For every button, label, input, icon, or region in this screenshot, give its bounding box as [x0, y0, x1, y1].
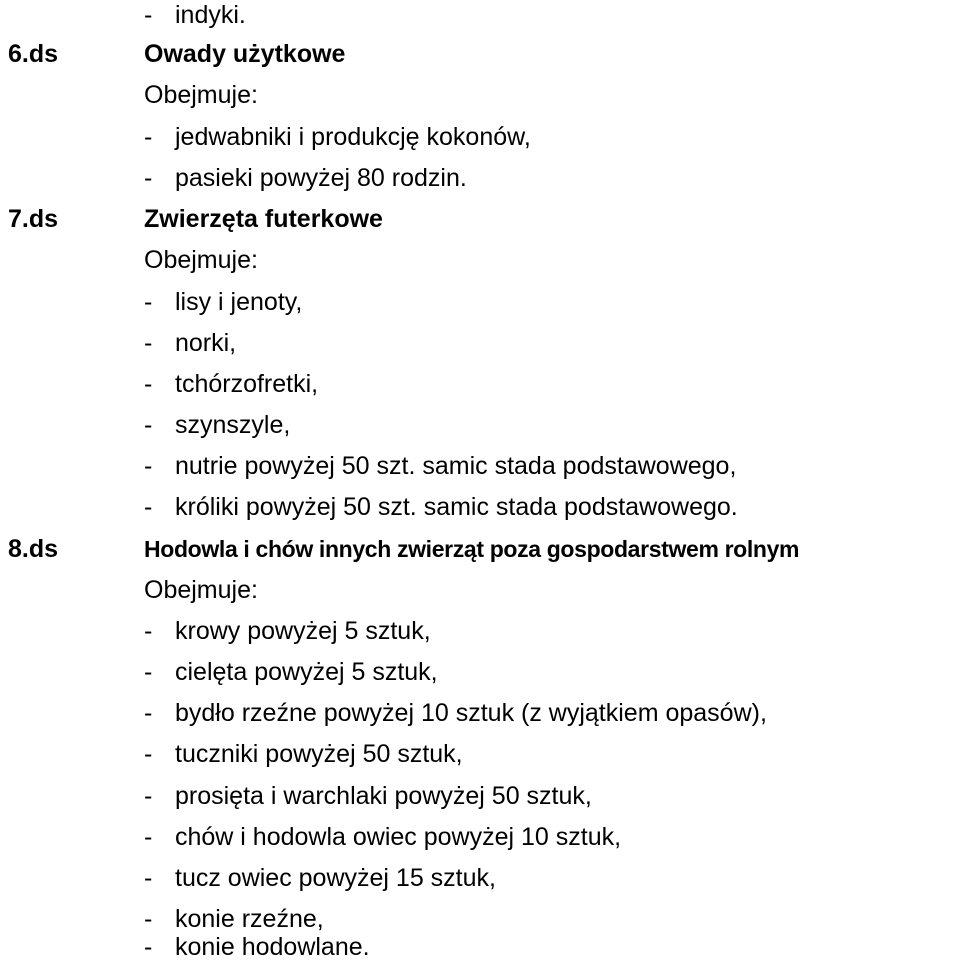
list-item	[0, 693, 960, 734]
list-item-text: bydło rzeźne powyżej 10 sztuk (z wyjątkiem opasów),	[175, 699, 767, 727]
list-dash: -	[144, 782, 153, 810]
includes-label-text: Obejmuje:	[144, 246, 258, 274]
list-dash: -	[144, 699, 153, 727]
list-item-text: indyki.	[175, 1, 246, 29]
list-dash: -	[144, 329, 153, 357]
list-item	[0, 487, 960, 528]
list-item-text: krowy powyżej 5 sztuk,	[175, 617, 431, 645]
list-item	[0, 611, 960, 652]
list-item-text: prosięta i warchlaki powyżej 50 sztuk,	[175, 782, 592, 810]
list-dash: -	[144, 164, 153, 192]
list-item	[0, 652, 960, 693]
includes-label-text: Obejmuje:	[144, 81, 258, 109]
section-code: 7.ds	[8, 205, 59, 233]
list-item-text: tuczniki powyżej 50 sztuk,	[175, 740, 463, 768]
list-item-text: chów i hodowla owiec powyżej 10 sztuk,	[175, 823, 622, 851]
list-item-text: tchórzofretki,	[175, 370, 319, 398]
list-item	[0, 927, 960, 968]
list-item	[0, 0, 960, 36]
list-item	[0, 776, 960, 817]
list-item	[0, 734, 960, 775]
list-dash: -	[144, 1, 153, 29]
list-dash: -	[144, 864, 153, 892]
list-item-text: konie rzeźne,	[175, 905, 324, 933]
includes-label-text: Obejmuje:	[144, 576, 258, 604]
list-item-text: lisy i jenoty,	[175, 288, 303, 316]
list-item-text: jedwabniki i produkcję kokonów,	[175, 123, 531, 151]
list-dash: -	[144, 493, 153, 521]
list-dash: -	[144, 288, 153, 316]
section-title: Owady użytkowe	[144, 40, 346, 68]
section-heading-6ds	[0, 34, 960, 75]
list-item	[0, 158, 960, 199]
section-heading-8ds	[0, 529, 960, 570]
list-item-text: konie hodowlane.	[175, 933, 370, 961]
list-dash: -	[144, 411, 153, 439]
list-item-text: króliki powyżej 50 szt. samic stada podstawowego.	[175, 493, 738, 521]
list-item-text: norki,	[175, 329, 237, 357]
list-item	[0, 446, 960, 487]
section-heading-7ds	[0, 199, 960, 240]
list-dash: -	[144, 123, 153, 151]
list-item-text: nutrie powyżej 50 szt. samic stada podstawowego,	[175, 452, 737, 480]
list-item	[0, 364, 960, 405]
section-title: Hodowla i chów innych zwierząt poza gospodarstwem rolnym	[144, 536, 800, 562]
list-dash: -	[144, 933, 153, 961]
includes-label	[0, 75, 960, 116]
list-item	[0, 817, 960, 858]
list-dash: -	[144, 658, 153, 686]
list-item-text: pasieki powyżej 80 rodzin.	[175, 164, 467, 192]
list-dash: -	[144, 823, 153, 851]
section-code: 8.ds	[8, 535, 59, 563]
list-item-text: szynszyle,	[175, 411, 291, 439]
list-item	[0, 323, 960, 364]
section-title: Zwierzęta futerkowe	[144, 205, 383, 233]
includes-label	[0, 240, 960, 281]
list-item	[0, 405, 960, 446]
includes-label	[0, 570, 960, 611]
list-dash: -	[144, 905, 153, 933]
list-dash: -	[144, 370, 153, 398]
list-dash: -	[144, 617, 153, 645]
list-item	[0, 282, 960, 323]
list-item-text: cielęta powyżej 5 sztuk,	[175, 658, 438, 686]
list-dash: -	[144, 740, 153, 768]
list-dash: -	[144, 452, 153, 480]
list-item	[0, 117, 960, 158]
section-code: 6.ds	[8, 40, 59, 68]
list-item-text: tucz owiec powyżej 15 sztuk,	[175, 864, 496, 892]
list-item	[0, 858, 960, 899]
